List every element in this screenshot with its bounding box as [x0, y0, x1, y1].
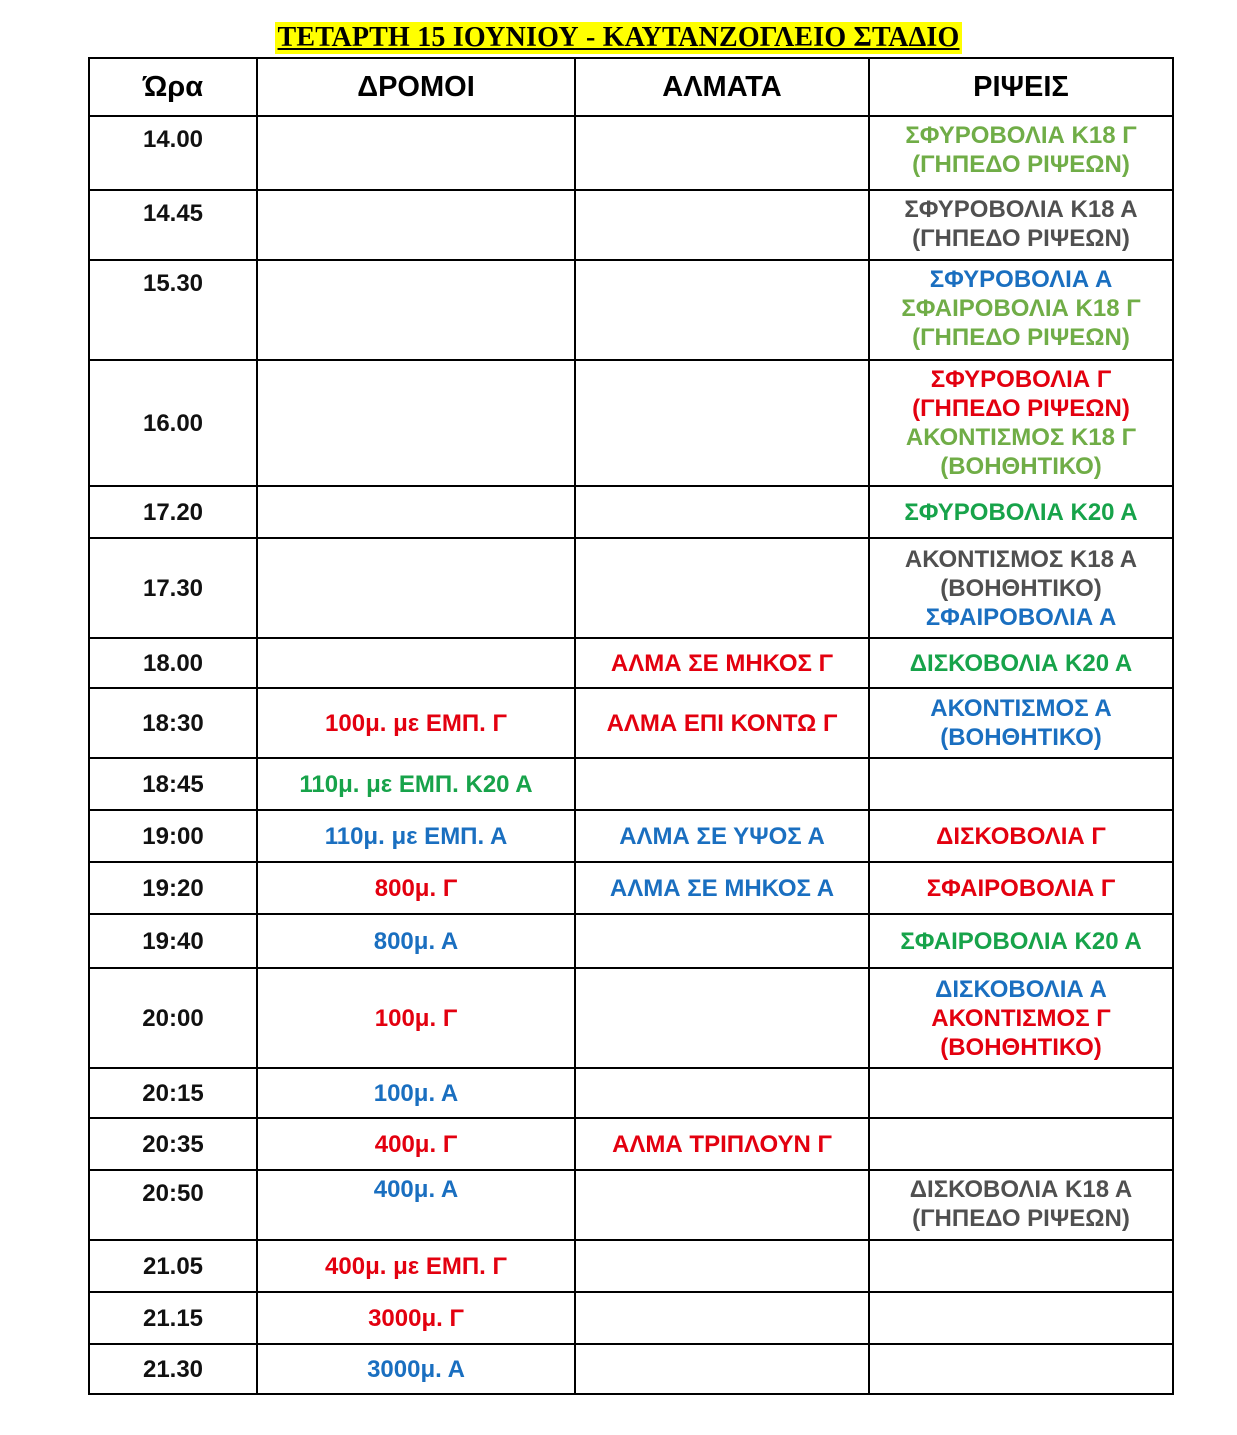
- time-cell: 20:15: [89, 1068, 257, 1118]
- jumps-cell: [575, 758, 869, 810]
- throws-cell: [869, 1170, 1173, 1240]
- throws-cell: [869, 914, 1173, 968]
- throws-cell: [869, 758, 1173, 810]
- jumps-cell: [575, 688, 869, 758]
- table-row: [89, 758, 1173, 810]
- event-label: ΔΙΣΚΟΒΟΛΙΑ Α: [935, 975, 1107, 1003]
- throws-cell: [869, 1118, 1173, 1170]
- time-cell: 19:20: [89, 862, 257, 914]
- jumps-cell: [575, 1344, 869, 1394]
- event-label: 3000μ. Γ: [368, 1304, 464, 1332]
- jumps-cell: [575, 810, 869, 862]
- header-throws: ΡΙΨΕΙΣ: [869, 58, 1173, 116]
- runs-cell: [257, 190, 575, 260]
- jumps-cell: [575, 260, 869, 360]
- runs-cell: [257, 486, 575, 538]
- table-row: [89, 190, 1173, 260]
- table-row: [89, 862, 1173, 914]
- jumps-cell: [575, 1170, 869, 1240]
- event-label: ΑΚΟΝΤΙΣΜΟΣ Κ18 Γ: [905, 424, 1137, 451]
- table-row: [89, 688, 1173, 758]
- event-label: ΣΦΑΙΡΟΒΟΛΙΑ Κ18 Γ: [901, 295, 1141, 322]
- header-runs: ΔΡΟΜΟΙ: [257, 58, 575, 116]
- header-jumps: ΑΛΜΑΤΑ: [575, 58, 869, 116]
- runs-cell: [257, 1068, 575, 1118]
- jumps-cell: [575, 1118, 869, 1170]
- runs-cell: [257, 1292, 575, 1344]
- event-label: ΔΙΣΚΟΒΟΛΙΑ Κ18 Α: [909, 1176, 1133, 1203]
- time-cell: 14.00: [89, 116, 257, 190]
- time-cell: 19:00: [89, 810, 257, 862]
- event-label: ΔΙΣΚΟΒΟΛΙΑ Κ20 Α: [909, 649, 1133, 677]
- event-label: ΣΦΑΙΡΟΒΟΛΙΑ Γ: [926, 874, 1116, 902]
- runs-cell: [257, 914, 575, 968]
- jumps-cell: [575, 862, 869, 914]
- event-label: 400μ. Α: [373, 1176, 459, 1203]
- table-row: [89, 538, 1173, 638]
- table-row: [89, 1068, 1173, 1118]
- jumps-cell: [575, 914, 869, 968]
- runs-cell: [257, 538, 575, 638]
- runs-cell: [257, 688, 575, 758]
- time-cell: 17.30: [89, 538, 257, 638]
- throws-cell: [869, 538, 1173, 638]
- page-title: ΤΕΤΑΡΤΗ 15 ΙΟΥΝΙΟΥ - ΚΑΥΤΑΝΖΟΓΛΕΙΟ ΣΤΑΔΙΟ: [275, 22, 963, 54]
- table-row: [89, 1344, 1173, 1394]
- table-row: [89, 1118, 1173, 1170]
- throws-cell: [869, 1068, 1173, 1118]
- throws-cell: [869, 638, 1173, 688]
- time-cell: 18:45: [89, 758, 257, 810]
- throws-cell: [869, 810, 1173, 862]
- table-row: [89, 1240, 1173, 1292]
- event-label: ΣΦΥΡΟΒΟΛΙΑ Κ20 Α: [904, 498, 1138, 526]
- runs-cell: [257, 758, 575, 810]
- time-cell: 21.15: [89, 1292, 257, 1344]
- time-cell: 17.20: [89, 486, 257, 538]
- jumps-cell: [575, 638, 869, 688]
- event-label: ΑΛΜΑ ΣΕ ΜΗΚΟΣ Α: [609, 874, 835, 902]
- event-label: (ΓΗΠΕΔΟ ΡΙΨΕΩΝ): [912, 324, 1130, 351]
- event-label: (ΒΟΗΘΗΤΙΚΟ): [940, 453, 1102, 480]
- runs-cell: [257, 360, 575, 486]
- throws-cell: [869, 190, 1173, 260]
- runs-cell: [257, 260, 575, 360]
- runs-cell: [257, 968, 575, 1068]
- header-row: [89, 58, 1173, 116]
- throws-cell: [869, 260, 1173, 360]
- jumps-cell: [575, 968, 869, 1068]
- time-cell: 19:40: [89, 914, 257, 968]
- time-cell: 18:30: [89, 688, 257, 758]
- title-container: [0, 22, 1237, 54]
- event-label: ΑΛΜΑ ΣΕ ΜΗΚΟΣ Γ: [610, 649, 834, 677]
- throws-cell: [869, 1344, 1173, 1394]
- event-label: 100μ. με ΕΜΠ. Γ: [325, 709, 507, 737]
- jumps-cell: [575, 1240, 869, 1292]
- event-label: ΣΦΑΙΡΟΒΟΛΙΑ Α: [925, 603, 1117, 631]
- table-row: [89, 260, 1173, 360]
- event-label: ΣΦΥΡΟΒΟΛΙΑ Α: [929, 266, 1113, 293]
- event-label: (ΒΟΗΘΗΤΙΚΟ): [940, 724, 1102, 751]
- time-cell: 21.30: [89, 1344, 257, 1394]
- event-label: ΑΛΜΑ ΤΡΙΠΛΟΥΝ Γ: [612, 1130, 832, 1158]
- runs-cell: [257, 1170, 575, 1240]
- jumps-cell: [575, 116, 869, 190]
- throws-cell: [869, 1240, 1173, 1292]
- table-row: [89, 486, 1173, 538]
- event-label: 400μ. με ΕΜΠ. Γ: [325, 1252, 507, 1280]
- event-label: ΣΦΥΡΟΒΟΛΙΑ Κ18 Α: [904, 196, 1138, 223]
- throws-cell: [869, 360, 1173, 486]
- jumps-cell: [575, 486, 869, 538]
- time-cell: 20:00: [89, 968, 257, 1068]
- event-label: 400μ. Γ: [374, 1130, 458, 1158]
- event-label: 110μ. με ΕΜΠ. Κ20 Α: [299, 770, 533, 798]
- event-label: ΑΚΟΝΤΙΣΜΟΣ Κ18 Α: [904, 545, 1138, 573]
- event-label: ΣΦΑΙΡΟΒΟΛΙΑ Κ20 Α: [900, 927, 1142, 955]
- runs-cell: [257, 638, 575, 688]
- runs-cell: [257, 1344, 575, 1394]
- event-label: 100μ. Α: [373, 1079, 459, 1107]
- jumps-cell: [575, 1292, 869, 1344]
- table-row: [89, 810, 1173, 862]
- table-row: [89, 914, 1173, 968]
- time-cell: 16.00: [89, 360, 257, 486]
- event-label: ΑΛΜΑ ΣΕ ΥΨΟΣ Α: [619, 822, 825, 850]
- schedule-body: [89, 116, 1173, 1394]
- event-label: 800μ. Γ: [374, 874, 458, 902]
- runs-cell: [257, 116, 575, 190]
- runs-cell: [257, 1118, 575, 1170]
- throws-cell: [869, 688, 1173, 758]
- event-label: ΣΦΥΡΟΒΟΛΙΑ Κ18 Γ: [905, 122, 1137, 149]
- event-label: 110μ. με ΕΜΠ. Α: [324, 822, 508, 850]
- throws-cell: [869, 486, 1173, 538]
- table-row: [89, 1292, 1173, 1344]
- event-label: ΑΚΟΝΤΙΣΜΟΣ Γ: [931, 1004, 1111, 1032]
- jumps-cell: [575, 1068, 869, 1118]
- schedule-table: [88, 57, 1174, 1395]
- table-row: [89, 360, 1173, 486]
- event-label: ΔΙΣΚΟΒΟΛΙΑ Γ: [936, 822, 1106, 850]
- throws-cell: [869, 968, 1173, 1068]
- table-row: [89, 1170, 1173, 1240]
- throws-cell: [869, 862, 1173, 914]
- event-label: ΣΦΥΡΟΒΟΛΙΑ Γ: [930, 366, 1112, 393]
- event-label: (ΒΟΗΘΗΤΙΚΟ): [940, 574, 1102, 602]
- event-label: (ΒΟΗΘΗΤΙΚΟ): [940, 1033, 1102, 1061]
- event-label: 3000μ. Α: [367, 1355, 465, 1383]
- event-label: (ΓΗΠΕΔΟ ΡΙΨΕΩΝ): [912, 1205, 1130, 1232]
- event-label: 100μ. Γ: [374, 1004, 458, 1032]
- event-label: (ΓΗΠΕΔΟ ΡΙΨΕΩΝ): [912, 395, 1130, 422]
- time-cell: 15.30: [89, 260, 257, 360]
- table-row: [89, 638, 1173, 688]
- event-label: ΑΛΜΑ ΕΠΙ ΚΟΝΤΩ Γ: [606, 709, 838, 737]
- jumps-cell: [575, 190, 869, 260]
- runs-cell: [257, 862, 575, 914]
- event-label: (ΓΗΠΕΔΟ ΡΙΨΕΩΝ): [912, 151, 1130, 178]
- time-cell: 14.45: [89, 190, 257, 260]
- table-row: [89, 116, 1173, 190]
- runs-cell: [257, 1240, 575, 1292]
- time-cell: 20:50: [89, 1170, 257, 1240]
- header-time: Ώρα: [89, 58, 257, 116]
- jumps-cell: [575, 360, 869, 486]
- event-label: (ΓΗΠΕΔΟ ΡΙΨΕΩΝ): [912, 225, 1130, 252]
- time-cell: 20:35: [89, 1118, 257, 1170]
- throws-cell: [869, 1292, 1173, 1344]
- time-cell: 18.00: [89, 638, 257, 688]
- event-label: ΑΚΟΝΤΙΣΜΟΣ Α: [930, 695, 1112, 722]
- time-cell: 21.05: [89, 1240, 257, 1292]
- throws-cell: [869, 116, 1173, 190]
- table-row: [89, 968, 1173, 1068]
- event-label: 800μ. Α: [373, 927, 459, 955]
- jumps-cell: [575, 538, 869, 638]
- runs-cell: [257, 810, 575, 862]
